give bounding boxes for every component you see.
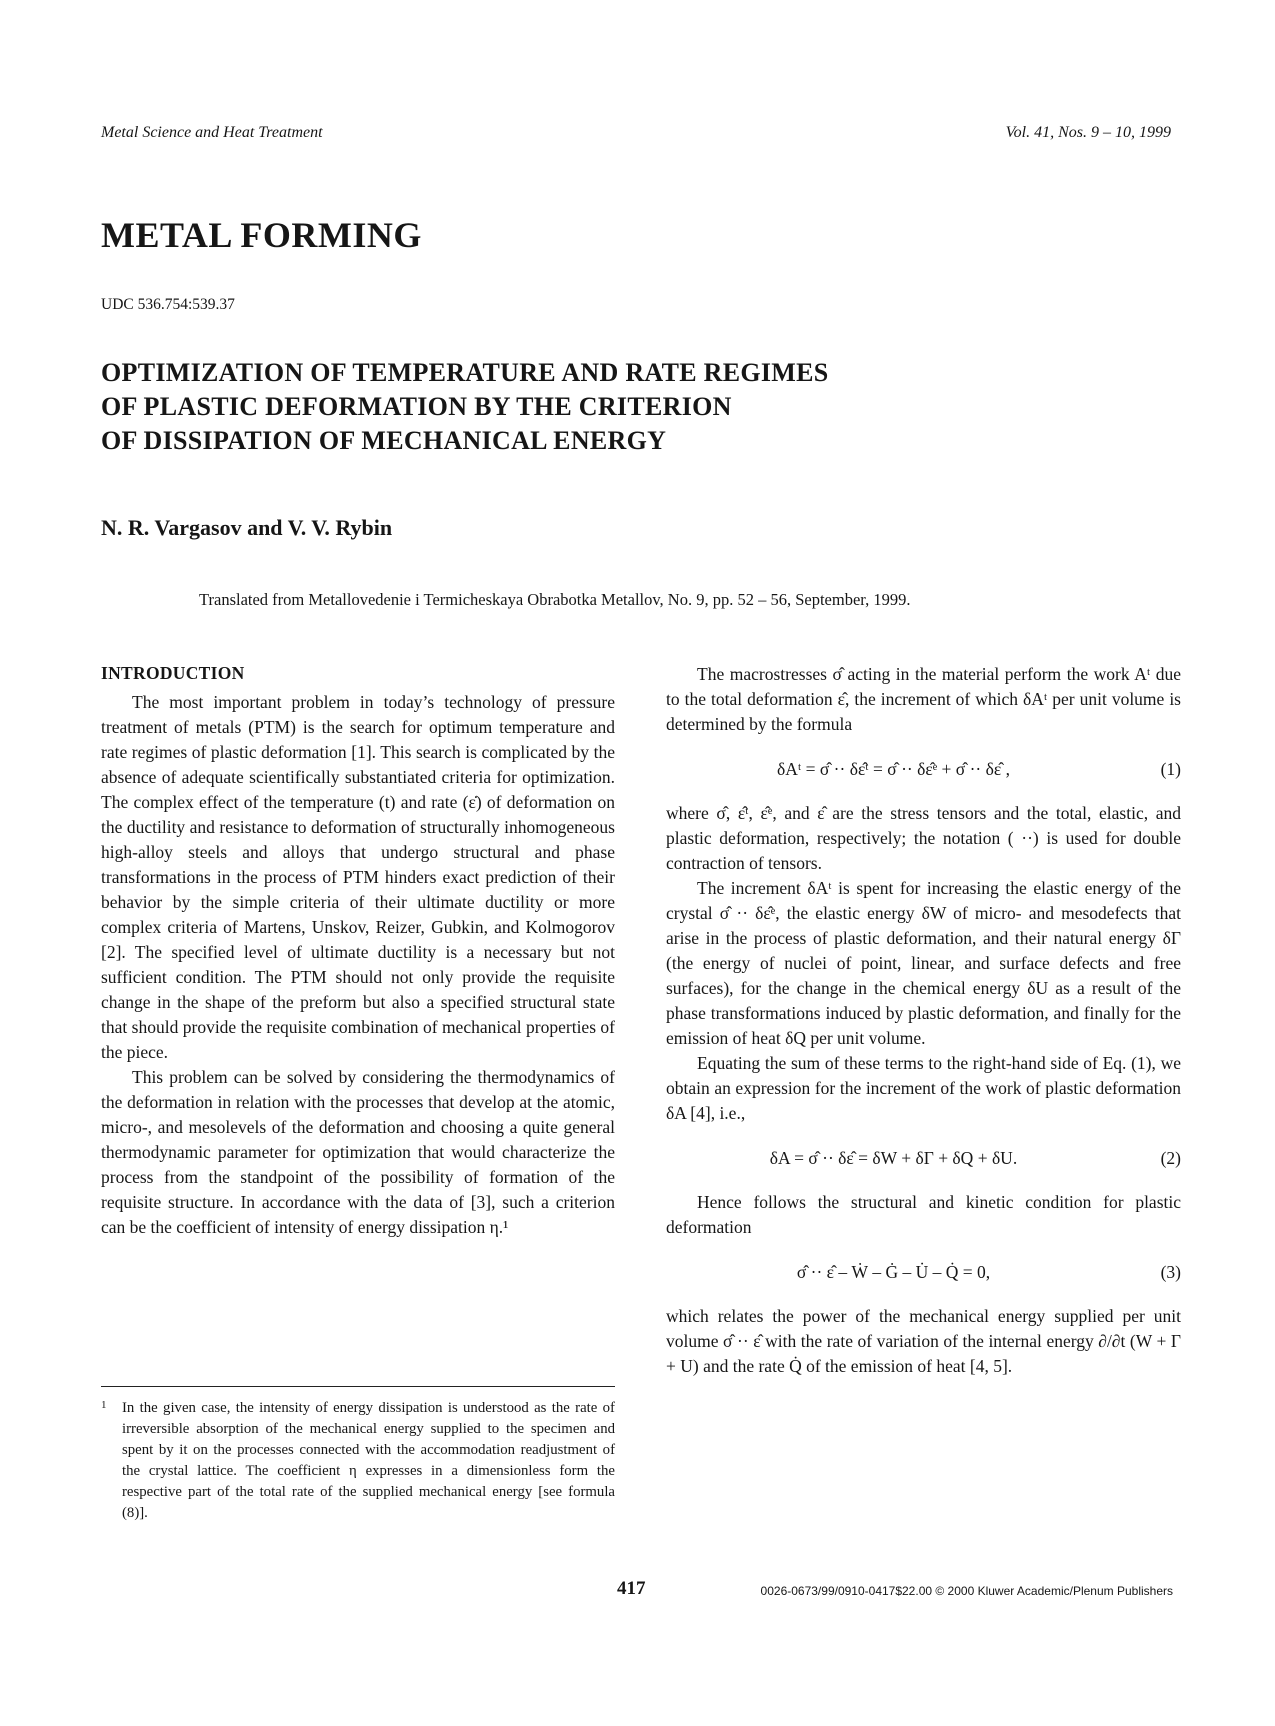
paragraph: The macrostresses σ̂ acting in the material perform the work Aᵗ due to the total deformation ε̂, the increment of which δAᵗ per unit volume is determined by the formula — [666, 664, 1181, 734]
equation-expression: δAᵗ = σ̂ ·· δε̂ᵗ = σ̂ ·· δε̂ᵉ + σ̂ ·· δε̂ , — [777, 759, 1010, 779]
left-column — [101, 690, 615, 1240]
equation-number: (1) — [1160, 759, 1181, 779]
paragraph: This problem can be solved by considering the thermodynamics of the deformation in relation with the processes that develop at the atomic, micro-, and mesolevels of the deformation and choosing a quite general thermodynamic parameter for optimization that would characterize the process from the standpoint of the possibility of formation of the requisite structure. In accordance with the data of [3], such a criterion can be the coefficient of intensity of energy dissipation η.¹ — [101, 1067, 615, 1237]
equation-number: (3) — [1160, 1262, 1181, 1282]
equation-expression: σ̂ ·· ε̂ – Ẇ – Ġ – U̇ – Q̇ = 0, — [796, 1262, 991, 1282]
authors: N. R. Vargasov and V. V. Rybin — [101, 515, 393, 540]
intro-heading: INTRODUCTION — [101, 663, 245, 683]
article-title — [101, 356, 1101, 458]
title-line: OF PLASTIC DEFORMATION BY THE CRITERION — [101, 392, 732, 421]
paragraph: which relates the power of the mechanical energy supplied per unit volume σ̂ ·· ε̂ with the rate of variation of the internal energy ∂/∂t (W + Γ + U) and the rate Q̇ of the emission of heat [4, 5]. — [666, 1306, 1181, 1376]
paragraph: where σ̂, ε̂ᵗ, ε̂ᵉ, and ε̂ are the stress tensors and the total, elastic, and plastic deformation, respectively; the notation ( ··) is used for double contraction of tensors. — [666, 803, 1181, 873]
right-column — [666, 662, 1181, 1379]
footnote-rule — [101, 1386, 615, 1387]
copyright-line: 0026-0673/99/0910-0417$22.00 © 2000 Kluwer Academic/Plenum Publishers — [760, 1584, 1173, 1598]
paragraph: The most important problem in today’s technology of pressure treatment of metals (PTM) is the search for optimum temperature and rate regimes of plastic deformation [1]. This search is complicated by the absence of adequate scientifically substantiated criteria for optimization. The complex effect of the temperature (t) and rate (ε̇) of deformation on the ductility and resistance to deformation of structurally inhomogeneous high-alloy steels and alloys that undergo structural and phase transformations in the process of PTM hinders exact prediction of their behavior by the simple criteria of their ultimate ductility or more complex criteria of Martens, Unskov, Reizer, Gubkin, and Kolmogorov [2]. The specified level of ultimate ductility is a necessary but not sufficient condition. The PTM should not only provide the requisite change in the shape of the preform but also a specified structural state that should provide the requisite combination of mechanical properties of the piece. — [101, 692, 615, 1062]
paragraph: The increment δAᵗ is spent for increasing the elastic energy of the crystal σ̂ ·· δε̂ᵉ, the elastic energy δW of micro- and mesodefects that arise in the process of plastic deformation, and their natural energy δΓ (the energy of nuclei of point, linear, and surface defects and free surfaces), for the change in the chemical energy δU as a result of the phase transformations induced by plastic deformation, and finally for the emission of heat δQ per unit volume. — [666, 878, 1181, 1048]
equation-number: (2) — [1160, 1148, 1181, 1168]
equation-2 — [666, 1138, 1181, 1178]
footnote-text: In the given case, the intensity of energy dissipation is understood as the rate of irreversible absorption of the mechanical energy supplied to the specimen and spent by it on the processes connected with the accommodation readjustment of the crystal lattice. The coefficient η expresses in a dimensionless form the respective part of the total rate of the supplied mechanical energy [see formula (8)]. — [122, 1400, 615, 1521]
paragraph: Hence follows the structural and kinetic condition for plastic deformation — [666, 1192, 1181, 1237]
footnote — [101, 1398, 615, 1524]
udc-code: UDC 536.754:539.37 — [101, 296, 235, 313]
equation-expression: δA = σ̂ ·· δε̂ = δW + δΓ + δQ + δU. — [769, 1148, 1018, 1168]
page-number: 417 — [617, 1578, 646, 1599]
paragraph: Equating the sum of these terms to the right-hand side of Eq. (1), we obtain an expression for the increment of the work of plastic deformation δA [4], i.e., — [666, 1053, 1181, 1123]
journal-name: Metal Science and Heat Treatment — [101, 124, 323, 141]
footnote-mark: 1 — [101, 1399, 107, 1411]
equation-1 — [666, 749, 1181, 789]
section-title: METAL FORMING — [101, 215, 422, 255]
title-line: OF DISSIPATION OF MECHANICAL ENERGY — [101, 426, 667, 455]
equation-3 — [666, 1252, 1181, 1292]
translation-note: Translated from Metallovedenie i Termicheskaya Obrabotka Metallov, No. 9, pp. 52 – 56, September, 1999. — [199, 590, 911, 609]
volume-info: Vol. 41, Nos. 9 – 10, 1999 — [1005, 124, 1171, 141]
title-line: OPTIMIZATION OF TEMPERATURE AND RATE REGIMES — [101, 358, 829, 387]
